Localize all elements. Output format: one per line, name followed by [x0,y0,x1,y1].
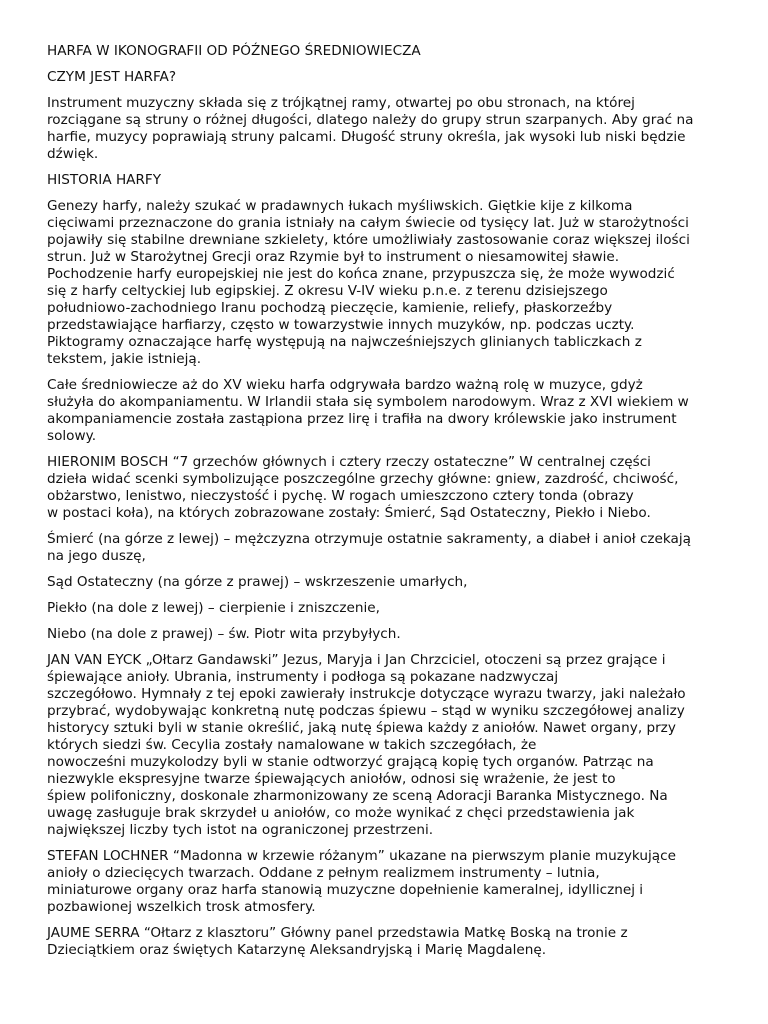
document-page [47,43,729,968]
paragraph-lochner: STEFAN LOCHNER “Madonna w krzewie różanym” ukazane na pierwszym planie muzykujące anioły o dziecięcych twarzach. Oddane z pełnym realizmem instrumenty – lutnia, miniaturowe organy oraz harfa stanowią muzyczne dopełnienie kameralnej, idyllicznej i pozbawionej wszelkich trosk atmosfery. [47,848,676,915]
paragraph-death: Śmierć (na górze z lewej) – mężczyzna otrzymuje ostatnie sakramenty, a diabeł i anioł czekają na jego duszę, [47,531,691,564]
section-heading-history: HISTORIA HARFY [47,172,162,188]
paragraph-van-eyck: JAN VAN EYCK „Ołtarz Gandawski” Jezus, Maryja i Jan Chrzciciel, otoczeni są przez grające i śpiewające anioły. Ubrania, instrumenty i podłoga są pokazane nadzwyczaj szczegółowo. Hymnały z tej epoki zawierały instrukcje dotyczące wyrazu twarzy, jaki należało przybrać, wydobywając konkretną nutę podczas śpiewu – stąd w wyniku szczegółowej analizy historycy sztuki byli w stanie określić, jaką nutę śpiewa każdy z aniołów. Nawet organy, przy których siedzi św. Cecylia zostały namalowane w takich szczegółach, że nowocześni muzykolodzy byli w stanie odtworzyć grającą kopię tych organów. Patrząc na niezwykle ekspresyjne twarze śpiewających aniołów, odnosi się wrażenie, że jest to śpiew polifoniczny, doskonale zharmonizowany ze sceną Adoracji Baranka Mistycznego. Na uwagę zasługuje brak skrzydeł u aniołów, co może wynikać z chęci przedstawienia jak największej liczby tych istot na ograniczonej przestrzeni. [47,652,686,838]
paragraph-serra: JAUME SERRA “Ołtarz z klasztoru” Główny panel przedstawia Matkę Boską na tronie z Dzieciątkiem oraz świętych Katarzynę Aleksandryjską i Marię Magdalenę. [47,925,628,958]
paragraph-instrument: Instrument muzyczny składa się z trójkątnej ramy, otwartej po obu stronach, na której rozciągane są struny o różnej długości, dlatego należy do grupy strun szarpanych. Aby grać na harfie, muzycy poprawiają struny palcami. Długość struny określa, jak wysoki lub niski będzie dźwięk. [47,95,694,162]
section-heading-what-is-harp: CZYM JEST HARFA? [47,69,177,85]
paragraph-judgment: Sąd Ostateczny (na górze z prawej) – wskrzeszenie umarłych, [47,574,468,590]
paragraph-genesis: Genezy harfy, należy szukać w pradawnych łukach myśliwskich. Giętkie kije z kilkoma cięciwami przeznaczone do grania istniały na całym świecie od tysięcy lat. Już w starożytności pojawiły się stabilne drewniane szkielety, które umożliwiały zastosowanie coraz większej ilości strun. Już w Starożytnej Grecji oraz Rzymie był to instrument o niesamowitej sławie. Pochodzenie harfy europejskiej nie jest do końca znane, przypuszcza się, że może wywodzić się z harfy celtyckiej lub egipskiej. Z okresu V-IV wieku p.n.e. z terenu dzisiejszego południowo-zachodniego Iranu pochodzą pieczęcie, kamienie, reliefy, płaskorzeźby przedstawiające harfiarzy, często w towarzystwie innych muzyków, np. podczas uczty. Piktogramy oznaczające harfę występują na najwcześniejszych glinianych tabliczkach z tekstem, jakie istnieją. [47,198,690,367]
paragraph-heaven: Niebo (na dole z prawej) – św. Piotr wita przybyłych. [47,626,401,642]
paragraph-bosch: HIERONIM BOSCH “7 grzechów głównych i cztery rzeczy ostateczne” W centralnej części dzieła widać scenki symbolizujące poszczególne grzechy główne: gniew, zazdrość, chciwość, obżarstwo, lenistwo, nieczystość i pychę. W rogach umieszczono cztery tonda (obrazy w postaci koła), na których zobrazowane zostały: Śmierć, Sąd Ostateczny, Piekło i Niebo. [47,454,679,521]
paragraph-middle-ages: Całe średniowiecze aż do XV wieku harfa odgrywała bardzo ważną rolę w muzyce, gdyż służyła do akompaniamentu. W Irlandii stała się symbolem narodowym. Wraz z XVI wiekiem w akompaniamencie została zastąpiona przez lirę i trafiła na dwory królewskie jako instrument solowy. [47,377,689,444]
document-title: HARFA W IKONOGRAFII OD PÓŹNEGO ŚREDNIOWIECZA [47,43,421,59]
paragraph-hell: Piekło (na dole z lewej) – cierpienie i zniszczenie, [47,600,380,616]
